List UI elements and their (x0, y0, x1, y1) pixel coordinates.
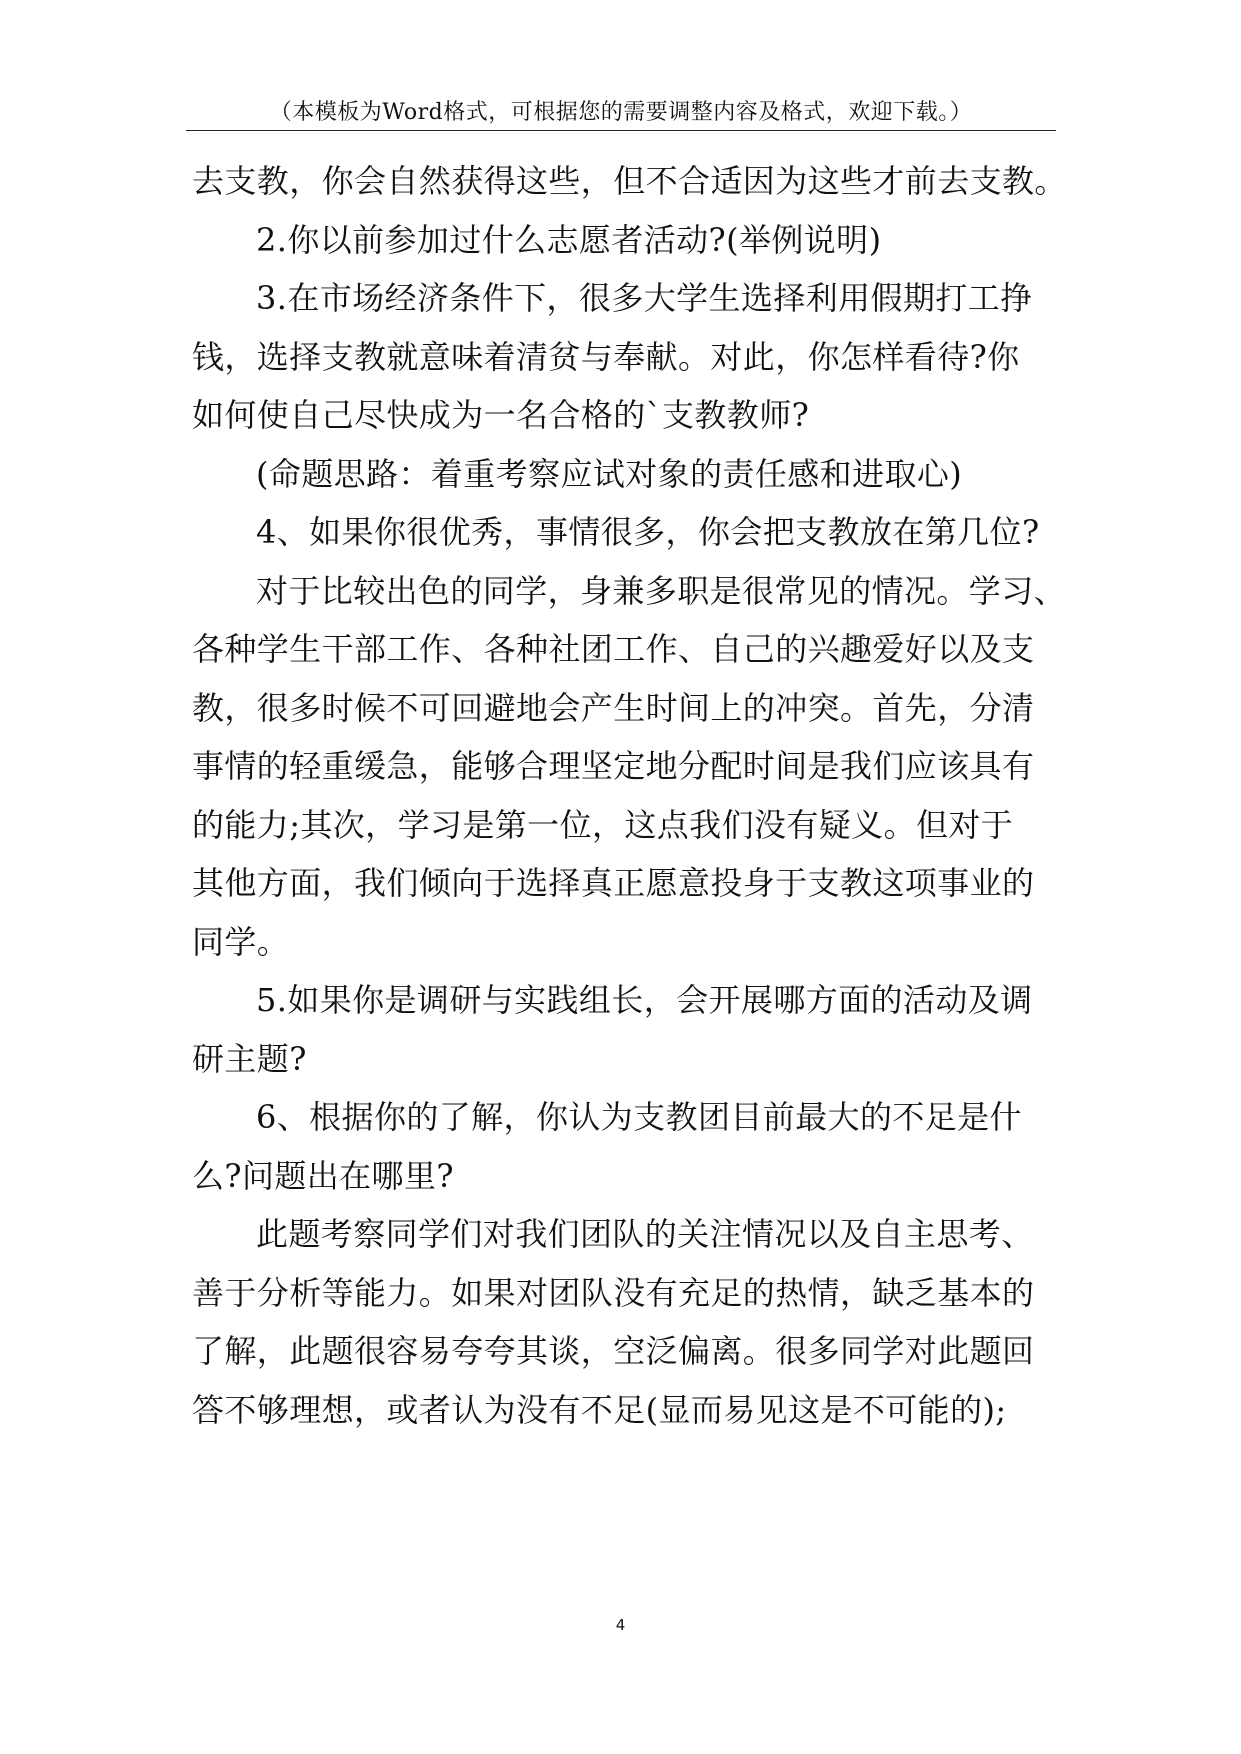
body-line: 5.如果你是调研与实践组长，会开展哪方面的活动及调 (256, 981, 1033, 1019)
body-line: 对于比较出色的同学，身兼多职是很常见的情况。学习、 (256, 571, 1067, 610)
body-line: 研主题? (192, 1039, 307, 1078)
body-line: 教，很多时候不可回避地会产生时间上的冲突。首先，分清 (192, 688, 1035, 727)
body-line: 事情的轻重缓急，能够合理坚定地分配时间是我们应该具有 (192, 747, 1035, 785)
body-line: 答不够理想，或者认为没有不足(显而易见这是不可能的); (192, 1390, 1007, 1429)
body-line: 的能力;其次，学习是第一位，这点我们没有疑义。但对于 (192, 805, 1014, 844)
body-line: 此题考察同学们对我们团队的关注情况以及自主思考、 (256, 1215, 1034, 1253)
body-line: 钱，选择支教就意味着清贫与奉献。对此，你怎样看待?你 (192, 337, 1020, 376)
document-body (192, 152, 1067, 1439)
body-line: 善于分析等能力。如果对团队没有充足的热情，缺乏基本的 (192, 1273, 1035, 1312)
page-header: （本模板为Word格式，可根据您的需要调整内容及格式，欢迎下载。） (269, 100, 973, 125)
body-line: 去支教，你会自然获得这些，但不合适因为这些才前去支教。 (192, 162, 1067, 200)
body-line: 了解，此题很容易夸夸其谈，空泛偏离。很多同学对此题回 (192, 1332, 1035, 1370)
body-line: 6、根据你的了解，你认为支教团目前最大的不足是什 (256, 1098, 1022, 1136)
body-line: 同学。 (192, 922, 290, 961)
body-line: 4、如果你很优秀，事情很多，你会把支教放在第几位? (256, 513, 1040, 551)
page-number: 4 (615, 1616, 626, 1634)
body-line: 各种学生干部工作、各种社团工作、自己的兴趣爱好以及支 (192, 630, 1035, 668)
body-line: 么?问题出在哪里? (192, 1156, 454, 1195)
body-line: (命题思路：着重考察应试对象的责任感和进取心) (256, 454, 963, 493)
body-line: 其他方面，我们倾向于选择真正愿意投身于支教这项事业的 (192, 864, 1035, 902)
body-line: 如何使自己尽快成为一名合格的`支教教师? (192, 396, 810, 434)
header-divider (186, 130, 1056, 131)
body-line: 2.你以前参加过什么志愿者活动?(举例说明) (256, 220, 882, 259)
body-line: 3.在市场经济条件下，很多大学生选择利用假期打工挣 (256, 279, 1033, 317)
